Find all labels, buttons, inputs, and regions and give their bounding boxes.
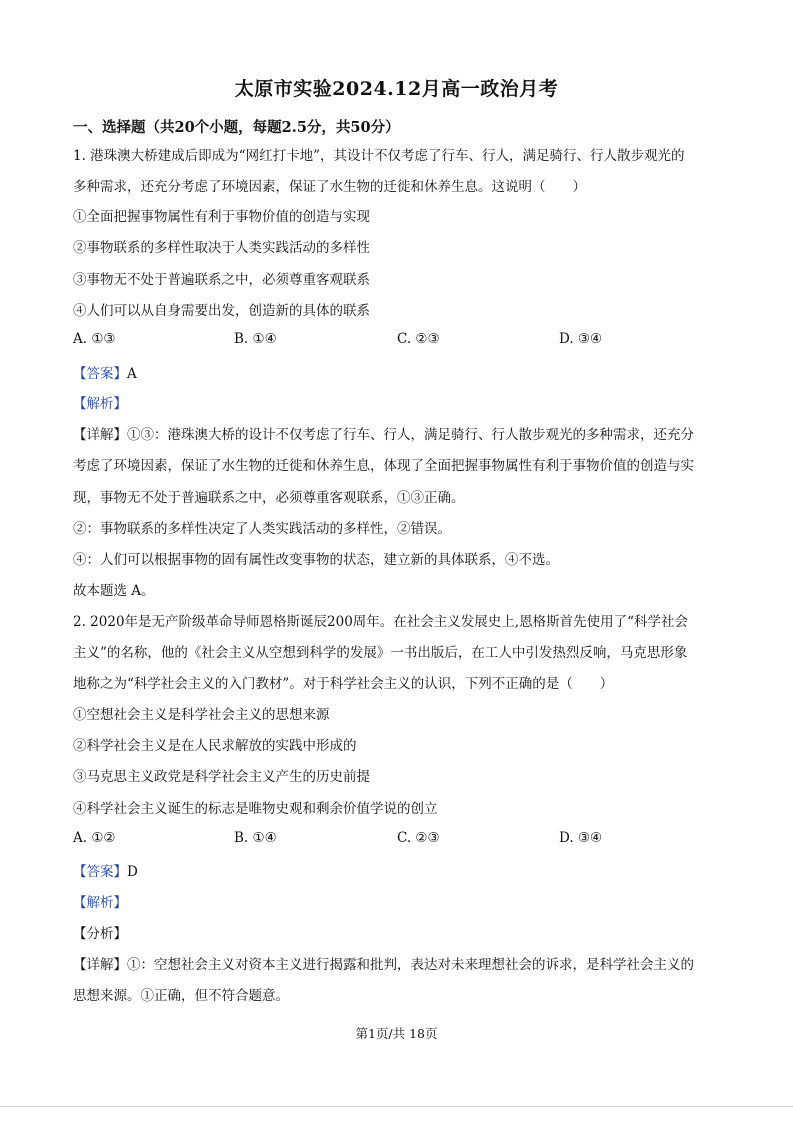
q2-detail-text-1: ①：空想社会主义对资本主义进行揭露和批判，表达对未来理想社会的诉求，是科学社会主义的	[127, 957, 694, 973]
q2-detail-tag: 【详解】	[73, 957, 127, 973]
document-title: 太原市实验2024.12月高一政治月考	[234, 78, 559, 100]
q1-statement-1: ①全面把握事物属性有利于事物价值的创造与实现	[73, 209, 370, 225]
q1-statement-3: ③事物无不处于普遍联系之中，必须尊重客观联系	[73, 272, 370, 288]
q2-statement-2: ②科学社会主义是在人民求解放的实践中形成的	[73, 738, 357, 754]
q2-analysis-line	[73, 893, 733, 913]
q2-option-a: A. ①②	[73, 830, 116, 846]
q2-statement-3: ③马克思主义政党是科学社会主义产生的历史前提	[73, 769, 370, 785]
q2-option-d: D. ③④	[559, 830, 603, 846]
q1-conclusion: 故本题选 A。	[73, 583, 155, 599]
q1-statement-4: ④人们可以从自身需要出发，创造新的具体的联系	[73, 303, 370, 319]
q1-detail-tag: 【详解】	[73, 427, 127, 443]
page-footer: 第1页/共 18页	[355, 1026, 438, 1041]
q1-detail-line-1	[73, 425, 733, 445]
q1-option-c: C. ②③	[397, 331, 440, 347]
q1-stem-line-1: 1. 港珠澳大桥建成后即成为“网红打卡地”，其设计不仅考虑了行车、行人，满足骑行、行人散步观光的	[73, 148, 685, 164]
q2-answer-line	[73, 862, 733, 882]
q2-stem-line-2: 主义”的名称，他的《社会主义从空想到科学的发展》一书出版后，在工人中引发热烈反响，马克思形象	[73, 645, 688, 661]
q2-stem-line-1: 2. 2020年是无产阶级革命导师恩格斯诞辰200周年。在社会主义发展史上,恩格斯首先使用了“科学社会	[73, 614, 688, 630]
q2-answer-tag: 【答案】	[73, 864, 127, 880]
q2-stem-line-3: 地称之为“科学社会主义的入门教材”。对于科学社会主义的认识，下列不正确的是（ ）	[73, 676, 614, 692]
q1-analysis-tag: 【解析】	[73, 396, 127, 412]
q1-answer-value: A	[127, 366, 137, 382]
q2-statement-1: ①空想社会主义是科学社会主义的思想来源	[73, 707, 330, 723]
q2-answer-value: D	[127, 864, 138, 880]
q2-option-b: B. ①④	[234, 830, 277, 846]
q1-statement-2: ②事物联系的多样性取决于人类实践活动的多样性	[73, 240, 370, 256]
q1-option-d: D. ③④	[559, 331, 603, 347]
q1-option-b: B. ①④	[234, 331, 277, 347]
q1-option-a: A. ①③	[73, 331, 116, 347]
q1-detail-line-3: 现，事物无不处于普遍联系之中，必须尊重客观联系，①③正确。	[73, 490, 465, 506]
q1-analysis-line	[73, 394, 733, 414]
q1-answer-line	[73, 364, 733, 384]
q1-detail-line-4: ②：事物联系的多样性决定了人类实践活动的多样性，②错误。	[73, 521, 451, 537]
q1-answer-tag: 【答案】	[73, 366, 127, 382]
q2-detail-line-1	[73, 955, 733, 975]
q1-options	[73, 331, 733, 351]
q2-options	[73, 830, 733, 850]
q2-detail-line-2: 思想来源。①正确，但不符合题意。	[73, 988, 289, 1004]
section-heading: 一、选择题（共20个小题，每题2.5分，共50分）	[73, 119, 400, 136]
q2-fenxi-line: 【分析】	[73, 926, 127, 942]
q2-analysis-tag: 【解析】	[73, 895, 127, 911]
q1-stem-line-2: 多种需求，还充分考虑了环境因素，保证了水生物的迁徙和休养生息。这说明（ ）	[73, 179, 586, 195]
bottom-divider	[0, 1106, 793, 1107]
q2-option-c: C. ②③	[397, 830, 440, 846]
q1-detail-line-2: 考虑了环境因素，保证了水生物的迁徙和休养生息，体现了全面把握事物属性有利于事物价值的创造与实	[73, 458, 694, 474]
q1-detail-text-1: ①③：港珠澳大桥的设计不仅考虑了行车、行人，满足骑行、行人散步观光的多种需求，还充分	[127, 427, 694, 443]
q1-detail-line-5: ④：人们可以根据事物的固有属性改变事物的状态，建立新的具体联系，④不选。	[73, 552, 559, 568]
q2-statement-4: ④科学社会主义诞生的标志是唯物史观和剩余价值学说的创立	[73, 801, 438, 817]
